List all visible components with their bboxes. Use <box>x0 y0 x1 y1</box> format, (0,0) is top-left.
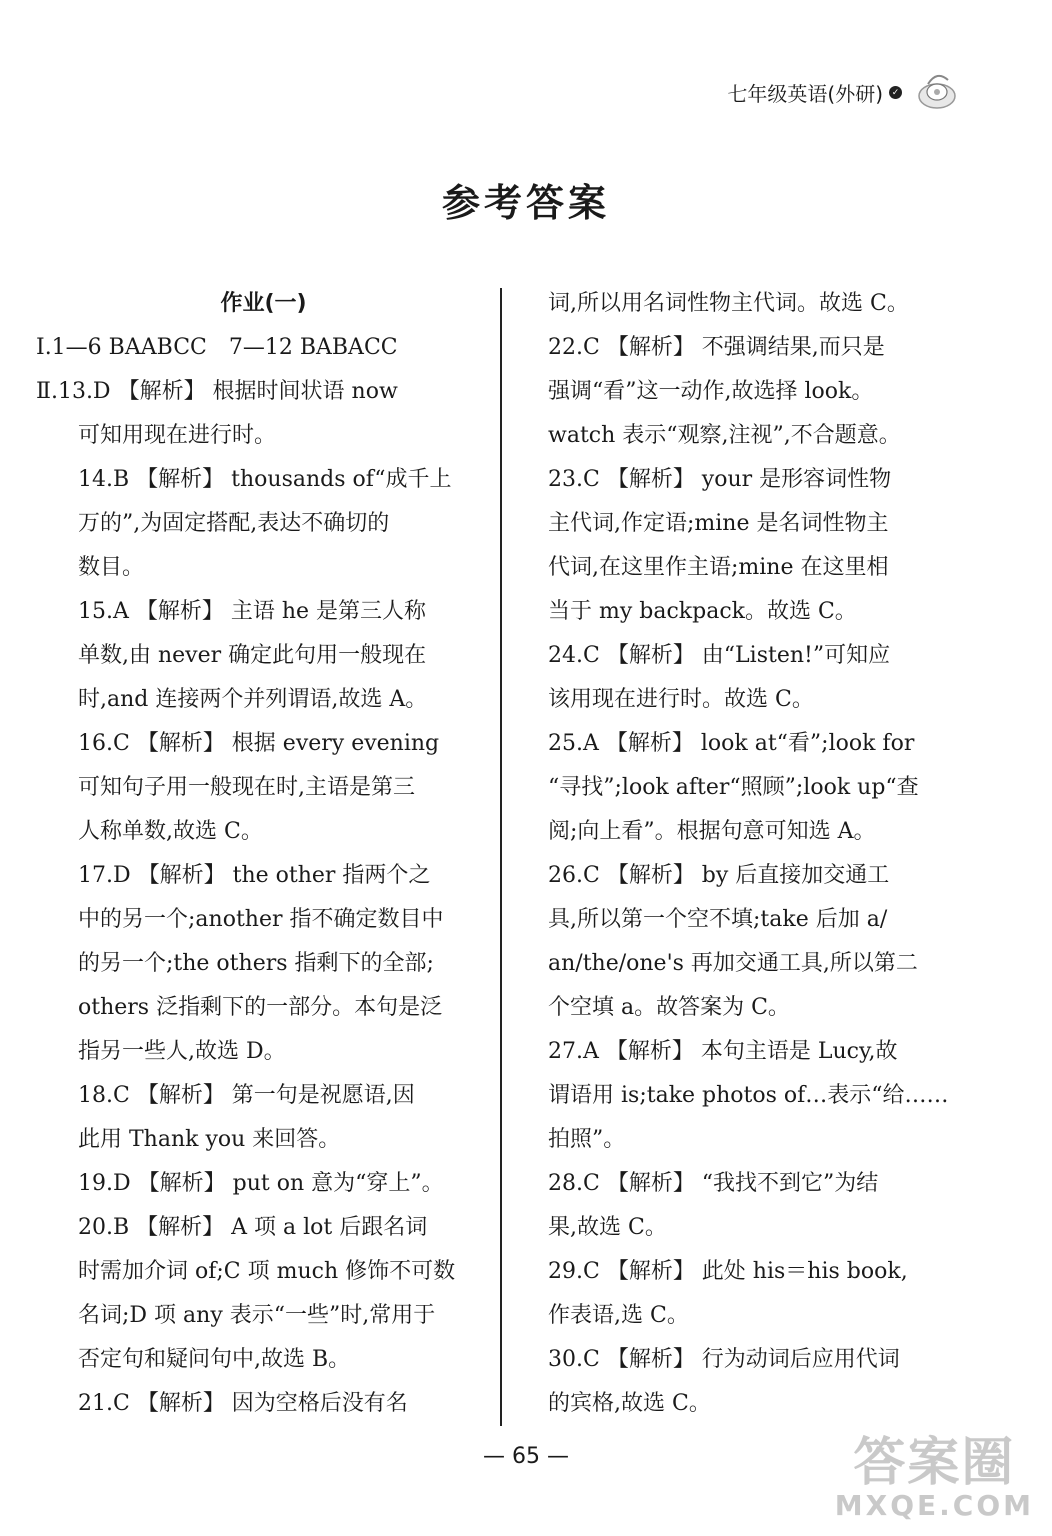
answer-line: 29.C 【解析】 此处 his＝his book, <box>548 1259 908 1284</box>
header-subject: 七年级英语(外研) <box>727 82 883 106</box>
answer-line: 14.B 【解析】 thousands of“成千上 <box>78 467 452 492</box>
answer-line: 26.C 【解析】 by 后直接加交通工 <box>548 863 890 888</box>
answer-line: 22.C 【解析】 不强调结果,而只是 <box>548 335 885 360</box>
answer-line: 的另一个;the others 指剩下的全部; <box>78 951 434 976</box>
answer-line: 谓语用 is;take photos of…表示“给…… <box>548 1083 949 1108</box>
answer-line: 18.C 【解析】 第一句是祝愿语,因 <box>78 1083 415 1108</box>
answer-line: 20.B 【解析】 A 项 a lot 后跟名词 <box>78 1215 428 1240</box>
answer-line: Ⅱ.13.D 【解析】 根据时间状语 now <box>36 379 398 404</box>
answer-line: 30.C 【解析】 行为动词后应用代词 <box>548 1347 900 1372</box>
answer-line: 可知句子用一般现在时,主语是第三 <box>78 775 415 800</box>
publisher-logo <box>910 62 964 116</box>
answer-line: 28.C 【解析】 “我找不到它”为结 <box>548 1171 879 1196</box>
answer-line: 16.C 【解析】 根据 every evening <box>78 731 440 756</box>
answer-line: 万的”,为固定搭配,表达不确切的 <box>78 511 390 536</box>
answer-line: 此用 Thank you 来回答。 <box>78 1127 341 1152</box>
answer-line: 单数,由 never 确定此句用一般现在 <box>78 643 427 668</box>
answer-line: 的宾格,故选 C。 <box>548 1391 711 1416</box>
answer-line: 19.D 【解析】 put on 意为“穿上”。 <box>78 1171 444 1196</box>
answer-line: 当于 my backpack。故选 C。 <box>548 599 857 624</box>
answer-line: 代词,在这里作主语;mine 在这里相 <box>548 555 889 580</box>
watermark-bottom: MXQE.COM <box>834 1489 1034 1522</box>
answer-line: 果,故选 C。 <box>548 1215 667 1240</box>
answer-line: 人称单数,故选 C。 <box>78 819 263 844</box>
answer-line: 可知用现在进行时。 <box>78 423 277 448</box>
answer-line: 主代词,作定语;mine 是名词性物主 <box>548 511 889 536</box>
section-heading: 作业(一) <box>220 291 307 316</box>
watermark-top: 答案圈 <box>853 1433 1016 1493</box>
answer-line: 否定句和疑问句中,故选 B。 <box>78 1347 351 1372</box>
answer-line: 中的另一个;another 指不确定数目中 <box>78 907 444 932</box>
answer-line: 指另一些人,故选 D。 <box>78 1039 286 1064</box>
right-answer-column <box>548 282 968 1426</box>
answer-line: 个空填 a。故答案为 C。 <box>548 995 790 1020</box>
answer-line: 时,and 连接两个并列谓语,故选 A。 <box>78 687 428 712</box>
answer-line: 拍照”。 <box>548 1127 626 1152</box>
answer-line: 数目。 <box>78 555 145 580</box>
page-number: — 65 — <box>483 1444 569 1469</box>
column-divider <box>500 288 502 1426</box>
answer-line: others 泛指剩下的一部分。本句是泛 <box>78 995 443 1020</box>
answer-line: 17.D 【解析】 the other 指两个之 <box>78 863 431 888</box>
page-title: 参考答案 <box>441 181 610 225</box>
running-header <box>727 78 902 107</box>
answer-line: 21.C 【解析】 因为空格后没有名 <box>78 1391 408 1416</box>
answer-line: 该用现在进行时。故选 C。 <box>548 687 814 712</box>
answer-line: 词,所以用名词性物主代词。故选 C。 <box>548 291 909 316</box>
answer-line: 名词;D 项 any 表示“一些”时,常用于 <box>78 1303 436 1328</box>
answer-line: an/the/one's 再加交通工具,所以第二 <box>548 951 918 976</box>
answer-line: 时需加介词 of;C 项 much 修饰不可数 <box>78 1259 456 1284</box>
answer-line: 强调“看”这一动作,故选择 look。 <box>548 379 874 404</box>
left-answer-column <box>36 282 491 1426</box>
answer-line: Ⅰ.1—6 BAABCC 7—12 BABACC <box>36 335 398 360</box>
answer-line: 作表语,选 C。 <box>548 1303 689 1328</box>
answer-line: 阅;向上看”。根据句意可知选 A。 <box>548 819 876 844</box>
answer-line: 具,所以第一个空不填;take 后加 a/ <box>548 907 888 932</box>
check-circle-icon: ✓ <box>889 86 902 99</box>
watermark <box>835 1420 1034 1522</box>
answer-line: 15.A 【解析】 主语 he 是第三人称 <box>78 599 427 624</box>
answer-line: 24.C 【解析】 由“Listen!”可知应 <box>548 643 891 668</box>
answer-line: 23.C 【解析】 your 是形容词性物 <box>548 467 892 492</box>
answer-line: 25.A 【解析】 look at“看”;look for <box>548 731 915 756</box>
answer-line: watch 表示“观察,注视”,不合题意。 <box>548 423 901 448</box>
answer-line: “寻找”;look after“照顾”;look up“查 <box>548 775 919 800</box>
answer-line: 27.A 【解析】 本句主语是 Lucy,故 <box>548 1039 898 1064</box>
